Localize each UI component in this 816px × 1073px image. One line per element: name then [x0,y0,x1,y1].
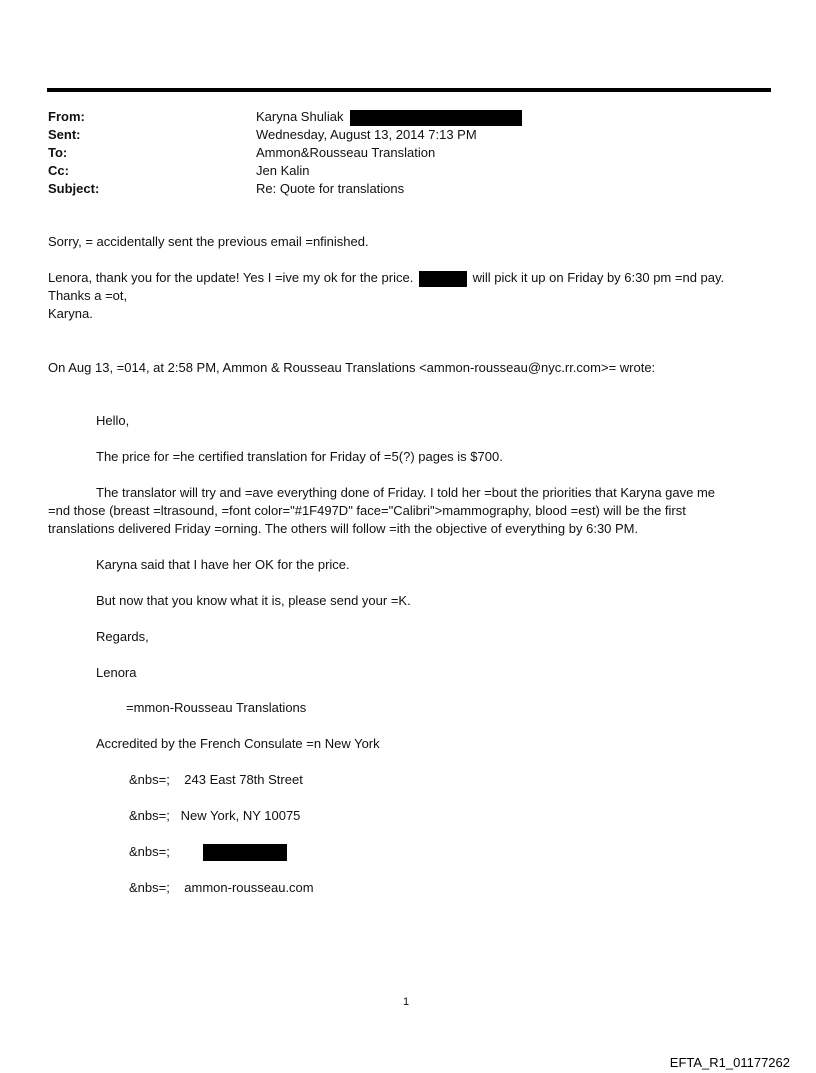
quoted-address-3-text: &nbs=; [129,844,170,859]
from-row [48,108,768,126]
quoted-company: =mmon-Rousseau Translations [126,700,307,715]
from-label: From: [48,109,85,124]
cc-row [48,162,768,180]
quoted-regards: Regards, [96,629,149,644]
redaction-box [203,844,287,861]
email-header [48,108,768,198]
reply-line-2a: Lenora, thank you for the update! Yes I =ive my ok for the price. [48,270,414,285]
page-number: 1 [403,996,410,1008]
quoted-translator-3: translations delivered Friday =orning. The others will follow =ith the objective of everything by 6:30 PM. [48,521,639,536]
quoted-address-3 [129,844,287,861]
quoted-translator-2: =nd those (breast =ltrasound, =font color="#1F497D" face="Calibri">mammography, blood =est) will be the first [48,503,686,518]
to-row [48,144,768,162]
reply-line-3: Thanks a =ot, [48,288,128,303]
from-name: Karyna Shuliak [256,109,344,124]
redaction-box [350,110,522,126]
quoted-accredited: Accredited by the French Consulate =n New York [96,736,380,751]
to-label: To: [48,145,68,160]
from-value [256,108,522,126]
quoted-address-2: &nbs=; New York, NY 10075 [129,808,301,823]
quoted-name: Lenora [96,665,137,680]
quoted-ok: Karyna said that I have her OK for the price. [96,557,350,572]
document-id: EFTA_R1_01177262 [669,1055,790,1070]
sent-label: Sent: [48,127,81,142]
quoted-website: &nbs=; ammon-rousseau.com [129,880,314,895]
reply-signature: Karyna. [48,306,93,321]
quoted-translator-1: The translator will try and =ave everything done of Friday. I told her =bout the priorities that Karyna gave me [96,485,716,500]
subject-value: Re: Quote for translations [256,181,405,196]
subject-label: Subject: [48,181,100,196]
quoted-send: But now that you know what it is, please send your =K. [96,593,411,608]
sent-value: Wednesday, August 13, 2014 7:13 PM [256,127,477,142]
reply-line-2b: will pick it up on Friday by 6:30 pm =nd pay. [472,270,725,285]
reply-line-1: Sorry, = accidentally sent the previous email =nfinished. [48,234,369,249]
cc-label: Cc: [48,163,69,178]
quoted-price: The price for =he certified translation for Friday of =5(?) pages is $700. [96,449,503,464]
reply-line-2 [48,270,724,287]
quoted-address-1: &nbs=; 243 East 78th Street [129,772,303,787]
subject-row [48,180,768,198]
quote-intro: On Aug 13, =014, at 2:58 PM, Ammon & Rousseau Translations <ammon-rousseau@nyc.rr.com>= wrote: [48,360,656,375]
to-value: Ammon&Rousseau Translation [256,145,436,160]
cc-value: Jen Kalin [256,163,310,178]
redaction-box [419,271,467,287]
header-rule [47,88,771,92]
sent-row [48,126,768,144]
quoted-hello: Hello, [96,413,130,428]
